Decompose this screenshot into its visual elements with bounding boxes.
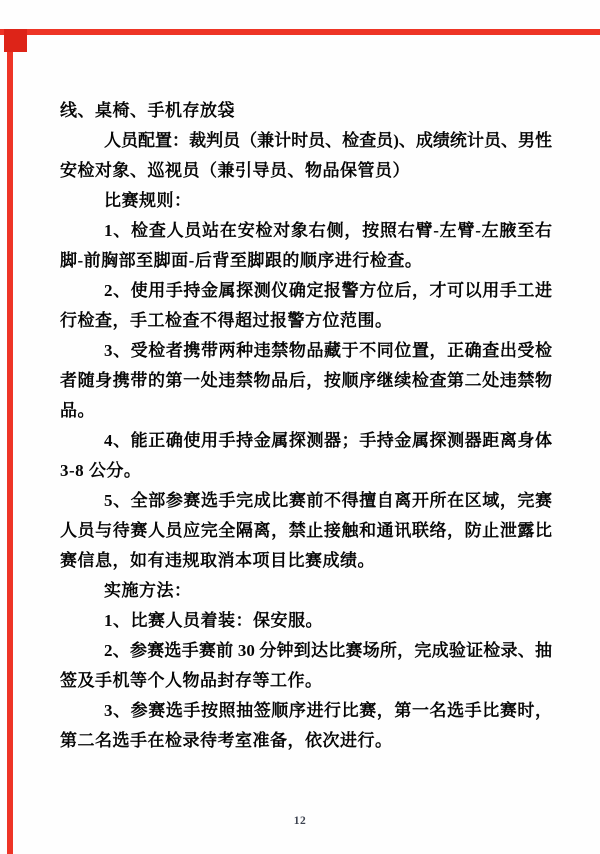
- text-line: 1、检查人员站在安检对象右侧，按照右臂-左臂-左腋至右: [104, 221, 552, 240]
- scan-edge-horizontal-mark: [0, 29, 600, 35]
- text-line: 安检对象、巡视员（兼引导员、物品保管员）: [60, 161, 410, 180]
- text-line: 3、受检者携带两种违禁物品藏于不同位置，正确查出受检: [104, 341, 552, 360]
- text-line: 实施方法：: [104, 581, 192, 600]
- page-number: 12: [293, 815, 307, 827]
- text-line: 行检查，手工检查不得超过报警方位范围。: [60, 311, 393, 330]
- text-line: 人员与待赛人员应完全隔离，禁止接触和通讯联络，防止泄露比: [60, 521, 552, 540]
- text-line: 脚-前胸部至脚面-后背至脚跟的顺序进行检查。: [60, 251, 423, 270]
- text-line: 签及手机等个人物品封存等工作。: [60, 671, 323, 690]
- scan-corner-mark: [4, 29, 27, 52]
- text-block: [60, 96, 552, 756]
- text-line: 2、参赛选手赛前 30 分钟到达比赛场所，完成验证检录、抽: [104, 641, 552, 660]
- text-line: 5、全部参赛选手完成比赛前不得擅自离开所在区域，完赛: [104, 491, 552, 510]
- text-line: 者随身携带的第一处违禁物品后，按顺序继续检查第二处违禁物: [60, 371, 552, 390]
- text-line: 线、桌椅、手机存放袋: [60, 101, 235, 120]
- text-line: 赛信息，如有违规取消本项目比赛成绩。: [60, 551, 375, 570]
- text-line: 品。: [60, 401, 95, 420]
- text-line: 人员配置：裁判员（兼计时员、检查员)、成绩统计员、男性: [104, 131, 552, 150]
- scan-edge-vertical-mark: [7, 30, 13, 854]
- text-line: 4、能正确使用手持金属探测器；手持金属探测器距离身体: [104, 431, 552, 450]
- text-line: 2、使用手持金属探测仪确定报警方位后，才可以用手工进: [104, 281, 552, 300]
- text-line: 3、参赛选手按照抽签顺序进行比赛，第一名选手比赛时，: [104, 701, 552, 720]
- text-line: 3-8 公分。: [60, 461, 142, 480]
- text-line: 比赛规则：: [104, 191, 192, 210]
- text-line: 第二名选手在检录待考室准备，依次进行。: [60, 731, 393, 750]
- text-line: 1、比赛人员着装：保安服。: [104, 611, 323, 630]
